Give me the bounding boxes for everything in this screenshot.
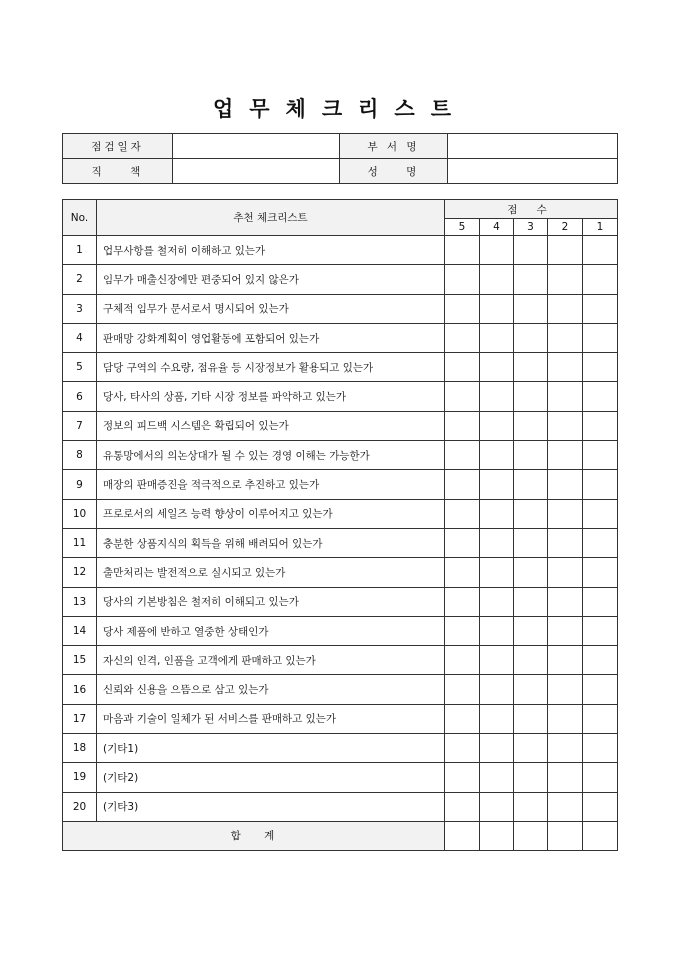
score-cell-5[interactable] [445,558,480,587]
score-cell-4[interactable] [480,499,514,528]
score-cell-5[interactable] [445,792,480,821]
checklist-item: 출만처리는 발전적으로 실시되고 있는가 [97,558,445,587]
score-cell-4[interactable] [480,382,514,411]
row-number: 19 [63,763,97,792]
score-cell-1[interactable] [583,236,618,265]
checklist-item: (기타2) [97,763,445,792]
score-cell-2[interactable] [548,704,583,733]
score-cell-1[interactable] [583,382,618,411]
checklist-item: 자신의 인격, 인품을 고객에게 판매하고 있는가 [97,646,445,675]
score-cell-4[interactable] [480,646,514,675]
score-cell-2[interactable] [548,323,583,352]
no-header: No. [63,200,97,236]
total-cell-3[interactable] [514,821,548,850]
table-row [63,323,618,352]
score-cell-4[interactable] [480,558,514,587]
row-number: 20 [63,792,97,821]
name-label: 성 명 [340,159,448,184]
row-number: 5 [63,353,97,382]
score-cell-4[interactable] [480,704,514,733]
score-cell-4[interactable] [480,236,514,265]
checklist-item: 정보의 피드백 시스템은 확립되어 있는가 [97,411,445,440]
score-cell-1[interactable] [583,734,618,763]
table-row [63,294,618,323]
score-cell-1[interactable] [583,294,618,323]
row-number: 16 [63,675,97,704]
dept-field[interactable] [448,134,618,159]
score-cell-2[interactable] [548,470,583,499]
score-cell-5[interactable] [445,675,480,704]
date-field[interactable] [173,134,340,159]
score-cell-2[interactable] [548,616,583,645]
score-header-1: 1 [583,219,618,236]
score-cell-3[interactable] [514,353,548,382]
checklist-item: (기타3) [97,792,445,821]
checklist-item: 임무가 매출신장에만 편중되어 있지 않은가 [97,265,445,294]
table-row [63,734,618,763]
score-cell-2[interactable] [548,763,583,792]
score-cell-1[interactable] [583,646,618,675]
row-number: 15 [63,646,97,675]
row-number: 3 [63,294,97,323]
score-cell-5[interactable] [445,616,480,645]
table-row [63,704,618,733]
score-cell-3[interactable] [514,265,548,294]
score-cell-5[interactable] [445,382,480,411]
row-number: 17 [63,704,97,733]
score-cell-4[interactable] [480,734,514,763]
score-header-2: 2 [548,219,583,236]
score-cell-5[interactable] [445,265,480,294]
row-number: 10 [63,499,97,528]
position-field[interactable] [173,159,340,184]
position-label: 직 책 [63,159,173,184]
row-number: 13 [63,587,97,616]
score-cell-3[interactable] [514,470,548,499]
score-cell-5[interactable] [445,411,480,440]
row-number: 4 [63,323,97,352]
score-cell-1[interactable] [583,265,618,294]
score-cell-3[interactable] [514,382,548,411]
total-cell-5[interactable] [445,821,480,850]
score-cell-3[interactable] [514,441,548,470]
total-cell-1[interactable] [583,821,618,850]
name-field[interactable] [448,159,618,184]
page-title: 업무체크리스트 [212,97,467,121]
row-number: 1 [63,236,97,265]
row-number: 12 [63,558,97,587]
score-cell-5[interactable] [445,294,480,323]
score-cell-1[interactable] [583,499,618,528]
score-cell-2[interactable] [548,499,583,528]
score-cell-4[interactable] [480,528,514,557]
score-cell-3[interactable] [514,646,548,675]
score-header-5: 5 [445,219,480,236]
score-cell-3[interactable] [514,294,548,323]
table-row [63,441,618,470]
score-cell-2[interactable] [548,734,583,763]
item-header: 추천 체크리스트 [97,200,445,236]
score-cell-3[interactable] [514,236,548,265]
checklist-item: 당사, 타사의 상품, 기타 시장 정보를 파악하고 있는가 [97,382,445,411]
checklist-item: 당사 제품에 반하고 열중한 상태인가 [97,616,445,645]
score-cell-4[interactable] [480,265,514,294]
score-cell-3[interactable] [514,528,548,557]
score-cell-4[interactable] [480,323,514,352]
score-cell-1[interactable] [583,411,618,440]
score-header-4: 4 [480,219,514,236]
score-cell-5[interactable] [445,734,480,763]
score-cell-5[interactable] [445,528,480,557]
table-row [63,646,618,675]
score-cell-2[interactable] [548,528,583,557]
row-number: 2 [63,265,97,294]
score-cell-4[interactable] [480,441,514,470]
checklist-item: 당사의 기본방침은 철저히 이해되고 있는가 [97,587,445,616]
table-row [63,616,618,645]
score-cell-4[interactable] [480,675,514,704]
score-cell-3[interactable] [514,558,548,587]
score-cell-1[interactable] [583,323,618,352]
checklist-table [62,199,618,851]
score-cell-3[interactable] [514,411,548,440]
date-label: 점검일자 [63,134,173,159]
score-cell-1[interactable] [583,675,618,704]
table-row [63,528,618,557]
score-cell-3[interactable] [514,675,548,704]
score-cell-3[interactable] [514,616,548,645]
row-number: 6 [63,382,97,411]
table-row [63,558,618,587]
row-number: 11 [63,528,97,557]
row-number: 8 [63,441,97,470]
score-cell-2[interactable] [548,236,583,265]
score-cell-3[interactable] [514,734,548,763]
score-cell-1[interactable] [583,528,618,557]
score-cell-4[interactable] [480,411,514,440]
table-row [63,382,618,411]
score-header-3: 3 [514,219,548,236]
score-cell-4[interactable] [480,792,514,821]
score-cell-2[interactable] [548,294,583,323]
checklist-item: 업무사항를 철저히 이해하고 있는가 [97,236,445,265]
info-table [62,133,618,184]
score-cell-5[interactable] [445,499,480,528]
checklist-item: 담당 구역의 수요량, 점유율 등 시장정보가 활용되고 있는가 [97,353,445,382]
table-row [63,353,618,382]
score-cell-1[interactable] [583,470,618,499]
score-cell-2[interactable] [548,441,583,470]
score-cell-2[interactable] [548,587,583,616]
score-cell-5[interactable] [445,236,480,265]
score-cell-1[interactable] [583,792,618,821]
score-cell-2[interactable] [548,675,583,704]
score-cell-5[interactable] [445,353,480,382]
score-cell-2[interactable] [548,792,583,821]
total-cell-2[interactable] [548,821,583,850]
score-cell-3[interactable] [514,704,548,733]
score-cell-5[interactable] [445,704,480,733]
checklist-item: 매장의 판매증진을 적극적으로 추진하고 있는가 [97,470,445,499]
table-row [63,587,618,616]
score-cell-3[interactable] [514,587,548,616]
checklist-item: (기타1) [97,734,445,763]
score-cell-4[interactable] [480,353,514,382]
table-row [63,236,618,265]
table-row [63,792,618,821]
table-row [63,470,618,499]
total-cell-4[interactable] [480,821,514,850]
total-label: 합 계 [63,821,445,850]
checklist-item: 충분한 상품지식의 획득을 위해 배려되어 있는가 [97,528,445,557]
checklist-item: 구체적 임무가 문서로서 명시되어 있는가 [97,294,445,323]
score-cell-1[interactable] [583,441,618,470]
score-cell-1[interactable] [583,353,618,382]
table-row [63,411,618,440]
dept-label: 부 서 명 [340,134,448,159]
row-number: 14 [63,616,97,645]
checklist-item: 프로로서의 세일즈 능력 향상이 이루어지고 있는가 [97,499,445,528]
score-cell-1[interactable] [583,558,618,587]
score-cell-3[interactable] [514,323,548,352]
score-cell-2[interactable] [548,353,583,382]
score-cell-4[interactable] [480,616,514,645]
checklist-item: 판매망 강화계획이 영업활동에 포함되어 있는가 [97,323,445,352]
score-cell-4[interactable] [480,587,514,616]
score-cell-4[interactable] [480,294,514,323]
row-number: 18 [63,734,97,763]
score-cell-3[interactable] [514,499,548,528]
score-cell-5[interactable] [445,470,480,499]
score-cell-5[interactable] [445,587,480,616]
checklist-item: 신뢰와 신용을 으뜸으로 삼고 있는가 [97,675,445,704]
score-cell-5[interactable] [445,646,480,675]
score-cell-5[interactable] [445,763,480,792]
score-cell-5[interactable] [445,323,480,352]
score-header: 점 수 [445,200,618,219]
score-cell-3[interactable] [514,792,548,821]
score-cell-2[interactable] [548,558,583,587]
score-cell-1[interactable] [583,763,618,792]
table-row [63,499,618,528]
checklist-item: 유통망에서의 의논상대가 될 수 있는 경영 이해는 가능한가 [97,441,445,470]
table-row [63,675,618,704]
row-number: 7 [63,411,97,440]
score-cell-2[interactable] [548,382,583,411]
score-cell-1[interactable] [583,704,618,733]
score-cell-2[interactable] [548,265,583,294]
row-number: 9 [63,470,97,499]
score-cell-4[interactable] [480,763,514,792]
checklist-item: 마음과 기술이 일체가 된 서비스를 판매하고 있는가 [97,704,445,733]
score-cell-1[interactable] [583,587,618,616]
score-cell-4[interactable] [480,470,514,499]
table-row [63,763,618,792]
score-cell-1[interactable] [583,616,618,645]
score-cell-2[interactable] [548,646,583,675]
score-cell-3[interactable] [514,763,548,792]
score-cell-5[interactable] [445,441,480,470]
table-row [63,265,618,294]
score-cell-2[interactable] [548,411,583,440]
